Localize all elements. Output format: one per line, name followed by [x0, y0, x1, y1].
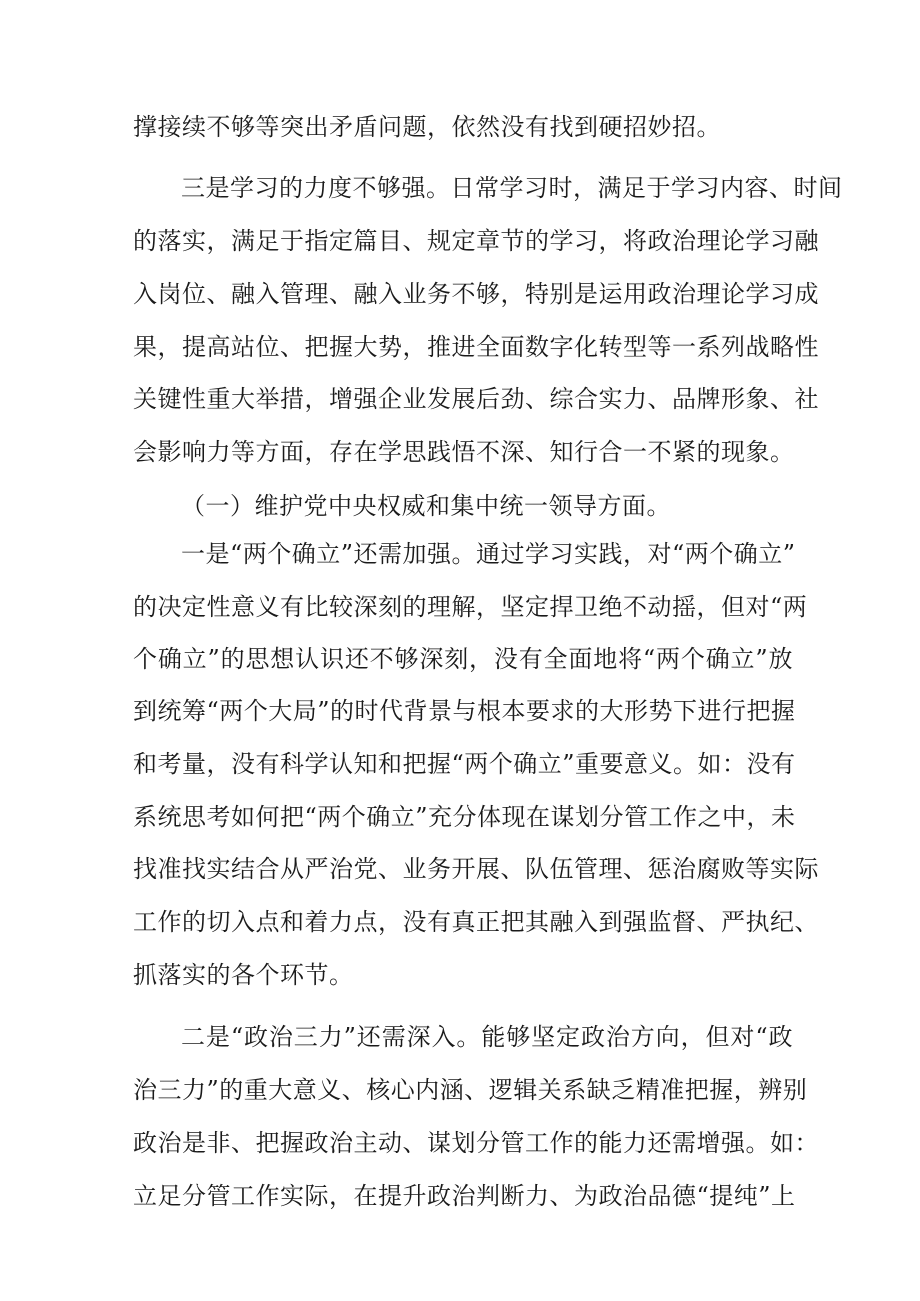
paragraph-line: 立足分管工作实际，在提升政治判断力、为政治品德“提纯”上: [133, 1182, 796, 1210]
paragraph-line: 政治是非、把握政治主动、谋划分管工作的能力还需增强。如：: [133, 1129, 819, 1157]
section-heading: （一）维护党中央权威和集中统一领导方面。: [181, 492, 671, 520]
paragraph-line: 关键性重大举措，增强企业发展后劲、综合实力、品牌形象、社: [133, 385, 819, 413]
paragraph-line: 果，提高站位、把握大势，推进全面数字化转型等一系列战略性: [133, 333, 819, 361]
paragraph-line: 的落实，满足于指定篇目、规定章节的学习，将政治理论学习融: [133, 227, 819, 255]
paragraph-line: 会影响力等方面，存在学思践悟不深、知行合一不紧的现象。: [133, 438, 795, 466]
paragraph-line: 工作的切入点和着力点，没有真正把其融入到强监督、严执纪、: [133, 908, 819, 936]
paragraph-line: 二是“政治三力”还需深入。能够坚定政治方向，但对“政: [181, 1023, 793, 1051]
paragraph-line: 和考量，没有科学认知和把握“两个确立”重要意义。如：没有: [133, 750, 796, 778]
paragraph-line: 找准找实结合从严治党、业务开展、队伍管理、惩治腐败等实际: [133, 855, 819, 883]
paragraph-line: 抓落实的各个环节。: [133, 961, 354, 989]
paragraph-line: 撑接续不够等突出矛盾问题，依然没有找到硬招妙招。: [133, 113, 721, 141]
paragraph-line: 三是学习的力度不够强。日常学习时，满足于学习内容、时间: [181, 174, 843, 202]
paragraph-line: 治三力”的重大意义、核心内涵、逻辑关系缺乏精准把握，辨别: [133, 1076, 808, 1104]
paragraph-line: 个确立”的思想认识还不够深刻，没有全面地将“两个确立”放: [133, 645, 793, 673]
paragraph-line: 一是“两个确立”还需加强。通过学习实践，对“两个确立”: [181, 540, 796, 568]
paragraph-line: 系统思考如何把“两个确立”充分体现在谋划分管工作之中，未: [133, 803, 796, 831]
paragraph-line: 的决定性意义有比较深刻的理解，坚定捍卫绝不动摇，但对“两: [133, 593, 808, 621]
paragraph-line: 到统筹“两个大局”的时代背景与根本要求的大形势下进行把握: [133, 697, 796, 725]
paragraph-line: 入岗位、融入管理、融入业务不够，特别是运用政治理论学习成: [133, 280, 819, 308]
